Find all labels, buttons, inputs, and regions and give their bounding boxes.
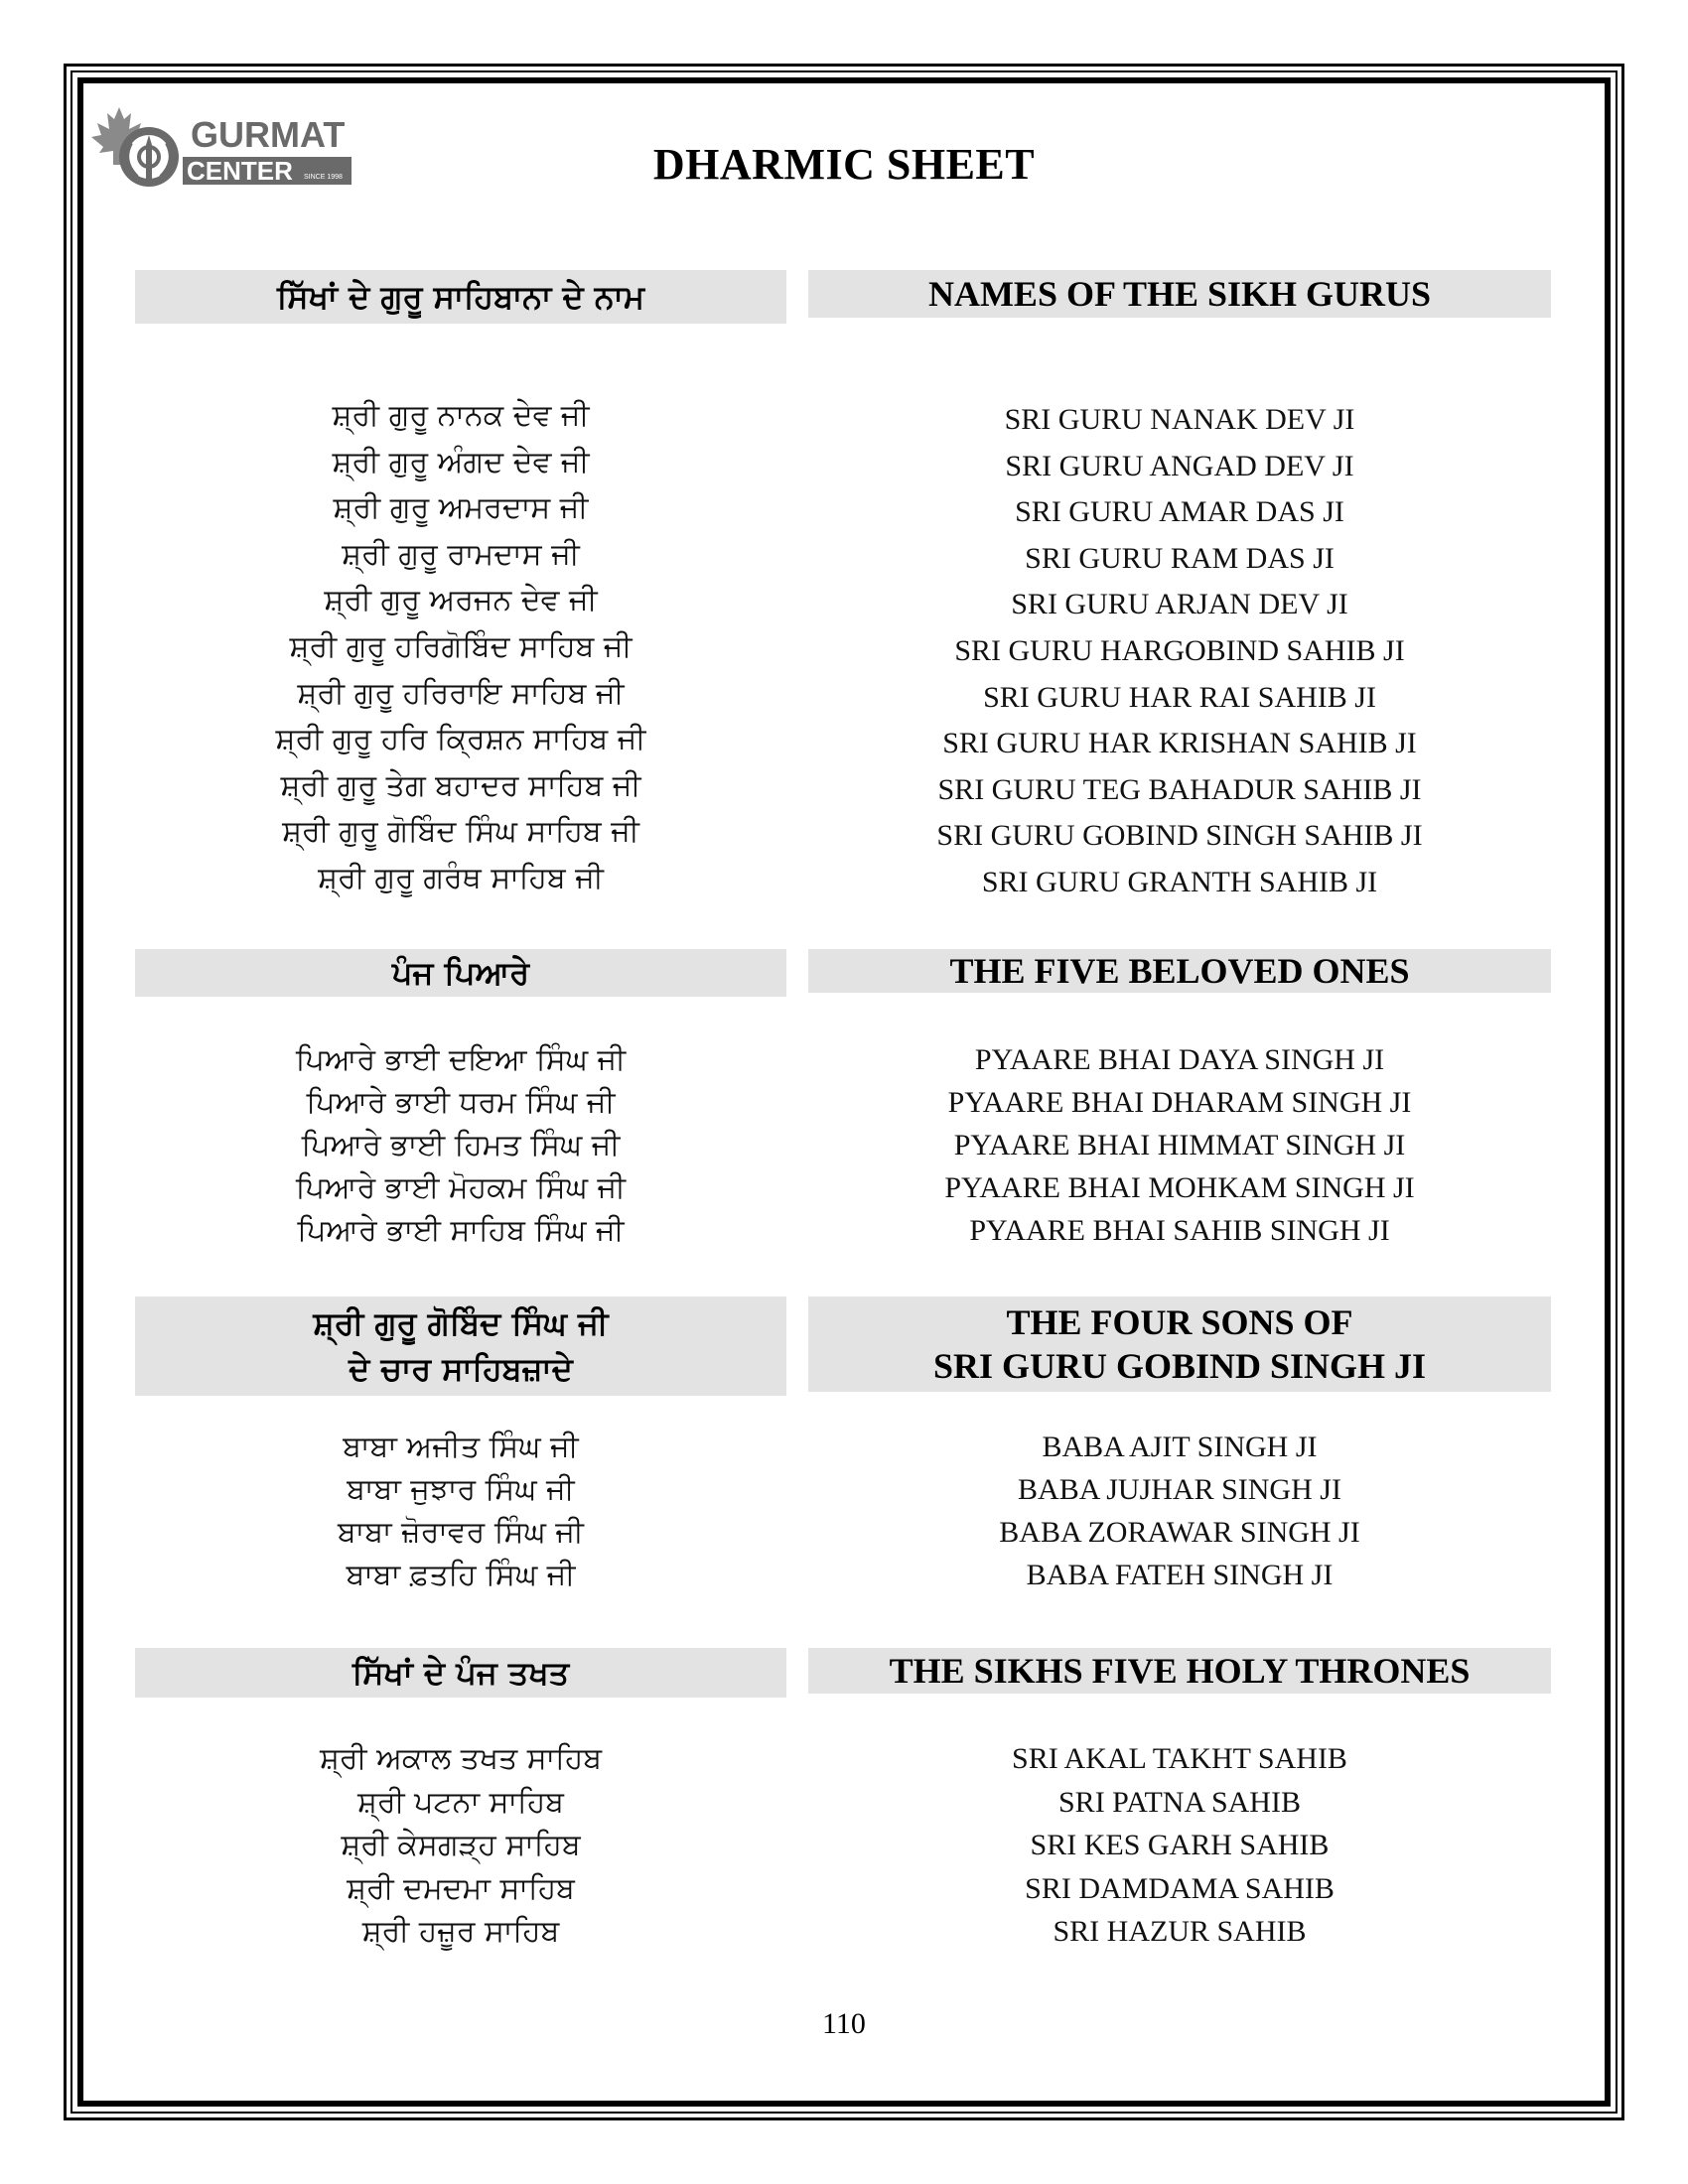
english-list-item: SRI GURU HAR RAI SAHIB JI xyxy=(983,680,1376,714)
english-list-item: SRI GURU GOBIND SINGH SAHIB JI xyxy=(936,819,1423,853)
english-list-item: SRI GURU RAM DAS JI xyxy=(1025,541,1335,575)
english-list-item: PYAARE BHAI DHARAM SINGH JI xyxy=(947,1086,1412,1119)
punjabi-list-item: ਸ਼੍ਰੀ ਕੇਸਗੜ੍ਹ ਸਾਹਿਬ xyxy=(341,1828,581,1862)
khanda-icon xyxy=(91,99,357,199)
section-heading-english-line: THE SIKHS FIVE HOLY THRONES xyxy=(889,1651,1471,1691)
english-list-item: SRI GURU ANGAD DEV JI xyxy=(1005,449,1354,482)
english-list-item: BABA ZORAWAR SINGH JI xyxy=(999,1516,1360,1549)
section-heading-punjabi-line: ਸਿੱਖਾਂ ਦੇ ਗੁਰੂ ਸਾਹਿਬਾਨਾ ਦੇ ਨਾਮ xyxy=(276,278,645,316)
page-title: DHARMIC SHEET xyxy=(652,140,1036,189)
section-heading-english-line: NAMES OF THE SIKH GURUS xyxy=(927,274,1432,314)
english-list-item: SRI GURU HARGOBIND SAHIB JI xyxy=(954,633,1405,667)
section-heading-english-line: THE FIVE BELOVED ONES xyxy=(949,951,1410,991)
logo-since: SINCE 1998 xyxy=(304,174,343,181)
english-list-item: BABA FATEH SINGH JI xyxy=(1026,1559,1334,1591)
english-list-item: SRI GURU HAR KRISHAN SAHIB JI xyxy=(942,727,1417,760)
punjabi-list-item: ਪਿਆਰੇ ਭਾਈ ਧਰਮ ਸਿੰਘ ਜੀ xyxy=(306,1085,616,1120)
english-list xyxy=(808,1038,1551,1252)
gurmat-center-logo xyxy=(91,99,357,199)
punjabi-list xyxy=(135,1737,786,1954)
punjabi-list xyxy=(135,393,786,902)
section-heading-punjabi xyxy=(135,949,786,997)
punjabi-list-item: ਪਿਆਰੇ ਭਾਈ ਮੋਹਕਮ ਸਿੰਘ ਜੀ xyxy=(295,1170,627,1205)
english-list xyxy=(808,1737,1551,1954)
english-list-item: SRI GURU ARJAN DEV JI xyxy=(1011,588,1348,621)
english-list-item: BABA AJIT SINGH JI xyxy=(1042,1431,1318,1463)
punjabi-list-item: ਸ਼੍ਰੀ ਗੁਰੂ ਹਰਿਗੋਬਿੰਦ ਸਾਹਿਬ ਜੀ xyxy=(289,628,633,664)
english-list-item: SRI KES GARH SAHIB xyxy=(1030,1829,1330,1861)
punjabi-list-item: ਸ਼੍ਰੀ ਗੁਰੂ ਅਰਜਨ ਦੇਵ ਜੀ xyxy=(324,583,598,618)
punjabi-list-item: ਸ਼੍ਰੀ ਗੁਰੂ ਹਰਿਰਾਇ ਸਾਹਿਬ ਜੀ xyxy=(297,675,625,711)
punjabi-list-item: ਬਾਬਾ ਫ਼ਤਹਿ ਸਿੰਘ ਜੀ xyxy=(346,1558,576,1592)
section-heading-english-line: SRI GURU GOBIND SINGH JI xyxy=(932,1346,1427,1386)
english-list-item: PYAARE BHAI MOHKAM SINGH JI xyxy=(944,1171,1415,1204)
section-heading-english xyxy=(808,949,1551,993)
english-list-item: SRI DAMDAMA SAHIB xyxy=(1025,1871,1335,1905)
section-heading-punjabi-line: ਸ਼੍ਰੀ ਗੁਰੂ ਗੋਬਿੰਦ ਸਿੰਘ ਜੀ xyxy=(313,1304,609,1342)
punjabi-list-item: ਪਿਆਰੇ ਭਾਈ ਸਾਹਿਬ ਸਿੰਘ ਜੀ xyxy=(297,1213,625,1248)
english-list-item: PYAARE BHAI SAHIB SINGH JI xyxy=(969,1214,1390,1247)
punjabi-list xyxy=(135,1426,786,1596)
punjabi-list-item: ਸ਼੍ਰੀ ਗੁਰੂ ਗਰੰਥ ਸਾਹਿਬ ਜੀ xyxy=(318,860,604,895)
punjabi-list-item: ਪਿਆਰੇ ਭਾਈ ਦਇਆ ਸਿੰਘ ਜੀ xyxy=(295,1042,627,1077)
punjabi-list xyxy=(135,1038,786,1252)
section-heading-english xyxy=(808,1297,1551,1392)
english-list-item: SRI GURU GRANTH SAHIB JI xyxy=(981,865,1378,898)
english-list xyxy=(808,397,1551,906)
logo-line1: GURMAT xyxy=(191,114,346,155)
section-heading-punjabi-line: ਦੇ ਚਾਰ ਸਾਹਿਬਜ਼ਾਦੇ xyxy=(349,1350,573,1388)
section-heading-punjabi-line: ਪੰਜ ਪਿਆਰੇ xyxy=(391,954,530,992)
punjabi-list-item: ਸ਼੍ਰੀ ਪਟਨਾ ਸਾਹਿਬ xyxy=(357,1784,564,1820)
punjabi-list-item: ਸ਼੍ਰੀ ਦਮਦਮਾ ਸਾਹਿਬ xyxy=(347,1870,575,1906)
punjabi-list-item: ਸ਼੍ਰੀ ਹਜ਼ੂਰ ਸਾਹਿਬ xyxy=(361,1914,560,1949)
punjabi-list-item: ਬਾਬਾ ਜੁਝਾਰ ਸਿੰਘ ਜੀ xyxy=(347,1472,575,1507)
punjabi-list-item: ਸ਼੍ਰੀ ਗੁਰੂ ਗੋਬਿੰਦ ਸਿੰਘ ਸਾਹਿਬ ਜੀ xyxy=(282,814,639,850)
section-heading-english xyxy=(808,1648,1551,1694)
english-list-item: SRI AKAL TAKHT SAHIB xyxy=(1012,1742,1347,1775)
punjabi-list-item: ਸ਼੍ਰੀ ਗੁਰੂ ਹਰਿ ਕ੍ਰਿਸ਼ਨ ਸਾਹਿਬ ਜੀ xyxy=(275,722,646,757)
english-list-item: SRI HAZUR SAHIB xyxy=(1053,1915,1307,1948)
punjabi-list-item: ਸ਼੍ਰੀ ਅਕਾਲ ਤਖਤ ਸਾਹਿਬ xyxy=(319,1741,603,1776)
section-heading-punjabi xyxy=(135,1648,786,1698)
section-heading-punjabi xyxy=(135,270,786,324)
section-heading-english-line: THE FOUR SONS OF xyxy=(1006,1302,1353,1342)
english-list-item: PYAARE BHAI HIMMAT SINGH JI xyxy=(953,1129,1406,1161)
punjabi-list-item: ਸ਼੍ਰੀ ਗੁਰੂ ਰਾਮਦਾਸ ਜੀ xyxy=(342,536,580,572)
english-list-item: SRI PATNA SAHIB xyxy=(1058,1785,1301,1819)
punjabi-list-item: ਬਾਬਾ ਅਜੀਤ ਸਿੰਘ ਜੀ xyxy=(343,1430,579,1464)
punjabi-list-item: ਬਾਬਾ ਜ਼ੋਰਾਵਰ ਸਿੰਘ ਜੀ xyxy=(338,1515,584,1550)
english-list-item: SRI GURU TEG BAHADUR SAHIB JI xyxy=(937,772,1422,806)
section-heading-punjabi-line: ਸਿੱਖਾਂ ਦੇ ਪੰਜ ਤਖਤ xyxy=(352,1654,570,1692)
english-list-item: BABA JUJHAR SINGH JI xyxy=(1018,1473,1341,1506)
english-list-item: PYAARE BHAI DAYA SINGH JI xyxy=(974,1043,1385,1076)
english-list xyxy=(808,1426,1551,1596)
english-list-item: SRI GURU NANAK DEV JI xyxy=(1004,403,1355,436)
page-number: 110 xyxy=(822,2007,866,2040)
section-heading-english xyxy=(808,270,1551,318)
punjabi-list-item: ਪਿਆਰੇ ਭਾਈ ਹਿਮਤ ਸਿੰਘ ਜੀ xyxy=(301,1128,621,1162)
section-heading-punjabi xyxy=(135,1297,786,1396)
punjabi-list-item: ਸ਼੍ਰੀ ਗੁਰੂ ਅੰਗਦ ਦੇਵ ਜੀ xyxy=(332,444,590,479)
logo-line2: CENTER xyxy=(187,156,293,186)
punjabi-list-item: ਸ਼੍ਰੀ ਗੁਰੂ ਨਾਨਕ ਦੇਵ ਜੀ xyxy=(332,398,590,433)
punjabi-list-item: ਸ਼੍ਰੀ ਗੁਰੂ ਅਮਰਦਾਸ ਜੀ xyxy=(333,490,589,526)
english-list-item: SRI GURU AMAR DAS JI xyxy=(1015,495,1344,529)
punjabi-list-item: ਸ਼੍ਰੀ ਗੁਰੂ ਤੇਗ ਬਹਾਦਰ ਸਾਹਿਬ ਜੀ xyxy=(280,767,641,803)
